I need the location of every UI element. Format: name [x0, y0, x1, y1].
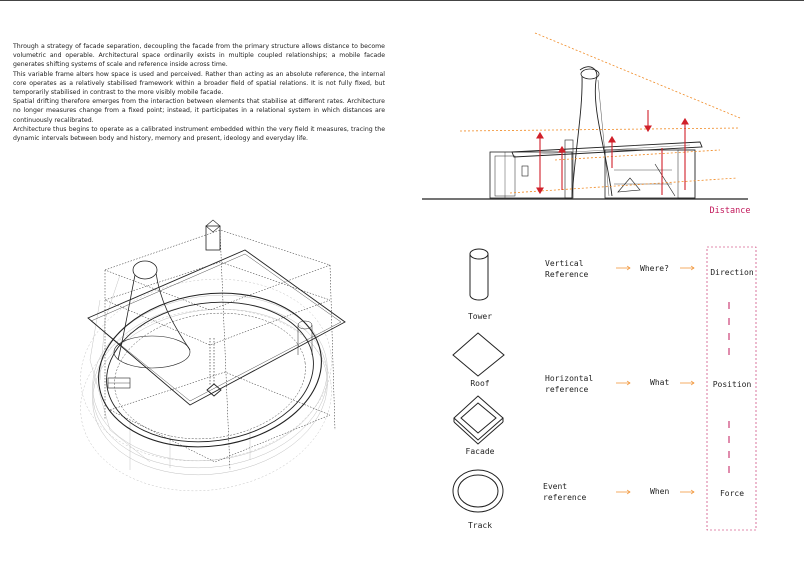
element-name-track: Track	[467, 521, 493, 530]
essay-paragraph-2: This variable frame alters how space is used and perceived. Rather than acting as an absolute reference, the internal core operates as a relatively stabilised framework within a broader field of spatial relations. It is not fully fixed, but temporarily stabilised in contrast to the more visibly mobile facade.	[13, 70, 385, 97]
reference-label-line: Vertical	[545, 259, 584, 268]
essay-paragraph-3: Spatial drifting therefore emerges from the interaction between elements that stabilise at different rates. Architecture no longer measures change from a fixed point; instead, it participates in a relational system in which distances are continuously recalibrated.	[13, 98, 385, 124]
outcome-force: Force	[719, 489, 745, 498]
facade-icon	[454, 396, 503, 444]
reference-label-line: reference	[545, 385, 589, 394]
reference-label-line: Event	[543, 482, 568, 491]
distance-label: Distance	[709, 206, 751, 216]
essay-paragraph-1: Through a strategy of facade separation, decoupling the facade from the primary structure allows distance to become volumetric and operable. Architectural space ordinarily exists in multiple coupled relationships; a mobile facade generates shifting systems of scale and reference inside across time.	[13, 43, 385, 69]
reference-label-vertical	[545, 258, 588, 280]
reference-label-event	[543, 481, 586, 503]
section-guide-lines	[460, 33, 740, 193]
element-name-roof: Roof	[470, 379, 490, 388]
axonometric-drawing	[69, 220, 345, 507]
outcome-direction: Direction	[710, 268, 754, 277]
tower-icon	[470, 249, 488, 300]
element-name-facade: Facade	[465, 447, 495, 456]
section-measure-marks	[537, 110, 688, 195]
reference-label-line: Reference	[545, 270, 589, 279]
track-icon	[453, 470, 503, 512]
question-what: What	[650, 378, 670, 387]
element-name-tower: Tower	[467, 312, 493, 321]
reference-label-line: Horizontal	[545, 374, 594, 383]
reference-label-horizontal	[545, 373, 593, 395]
essay-paragraph-4: Architecture thus begins to operate as a calibrated instrument embedded within the very field it measures, tracing the dynamic intervals between body and history, memory and present, ideology and everyday life.	[13, 125, 385, 143]
question-when: When	[650, 487, 670, 496]
question-where: Where?	[640, 264, 669, 273]
roof-icon	[453, 333, 504, 376]
section-elevation	[422, 67, 748, 199]
reference-label-line: reference	[543, 493, 587, 502]
outcome-position: Position	[712, 380, 752, 389]
